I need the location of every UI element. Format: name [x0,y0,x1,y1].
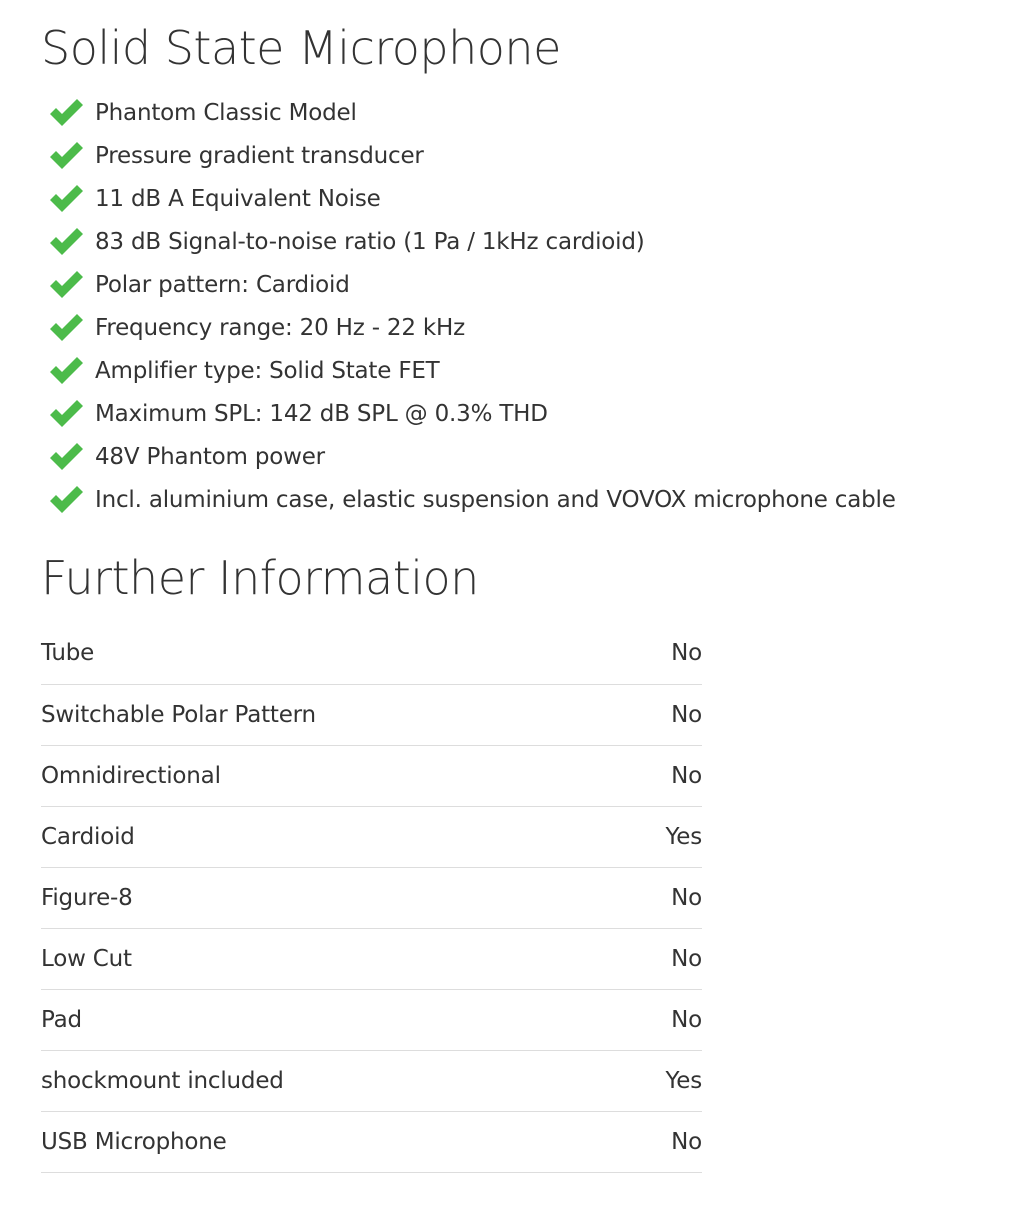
feature-item [47,306,896,349]
page-title: Solid State Microphone [41,21,561,75]
table-row [41,745,702,806]
checkmark-icon [47,96,85,130]
checkmark-icon [47,311,85,345]
feature-item [47,392,896,435]
row-label: Tube [41,640,95,667]
row-label: Omnidirectional [41,762,221,789]
feature-text: 11 dB A Equivalent Noise [95,185,381,212]
checkmark-icon [47,139,85,173]
table-row [41,684,702,745]
feature-item [47,435,896,478]
table-row [41,989,702,1050]
feature-item [47,349,896,392]
checkmark-icon [47,397,85,431]
feature-text: Incl. aluminium case, elastic suspension and VOVOX microphone cable [95,486,896,513]
feature-text: Phantom Classic Model [95,99,357,126]
row-label: Cardioid [41,823,135,850]
row-value: No [671,945,702,972]
feature-item [47,134,896,177]
row-label: Figure-8 [41,884,133,911]
table-row [41,1111,702,1172]
feature-text: 48V Phantom power [95,443,325,470]
row-label: Low Cut [41,945,132,972]
checkmark-icon [47,483,85,517]
row-value: Yes [665,1067,702,1094]
row-value: No [671,884,702,911]
section-title-further-information: Further Information [41,551,479,605]
row-value: No [671,762,702,789]
row-value: No [671,1006,702,1033]
feature-item [47,478,896,521]
table-row [41,928,702,989]
row-value: No [671,640,702,667]
table-row [41,623,702,684]
further-information-table [41,623,702,1173]
feature-list [47,91,896,521]
row-value: No [671,1128,702,1155]
feature-text: Pressure gradient transducer [95,142,424,169]
feature-text: Amplifier type: Solid State FET [95,357,440,384]
checkmark-icon [47,354,85,388]
feature-text: Frequency range: 20 Hz - 22 kHz [95,314,465,341]
row-label: shockmount included [41,1067,284,1094]
feature-item [47,91,896,134]
feature-text: Polar pattern: Cardioid [95,271,350,298]
row-label: Pad [41,1006,82,1033]
feature-item [47,263,896,306]
row-value: No [671,701,702,728]
row-label: USB Microphone [41,1128,227,1155]
checkmark-icon [47,225,85,259]
row-label: Switchable Polar Pattern [41,701,316,728]
feature-item [47,177,896,220]
feature-item [47,220,896,263]
checkmark-icon [47,182,85,216]
feature-text: 83 dB Signal-to-noise ratio (1 Pa / 1kHz cardioid) [95,228,645,255]
checkmark-icon [47,268,85,302]
checkmark-icon [47,440,85,474]
table-row [41,806,702,867]
feature-text: Maximum SPL: 142 dB SPL @ 0.3% THD [95,400,548,427]
table-row [41,867,702,928]
table-row [41,1050,702,1111]
row-value: Yes [665,823,702,850]
